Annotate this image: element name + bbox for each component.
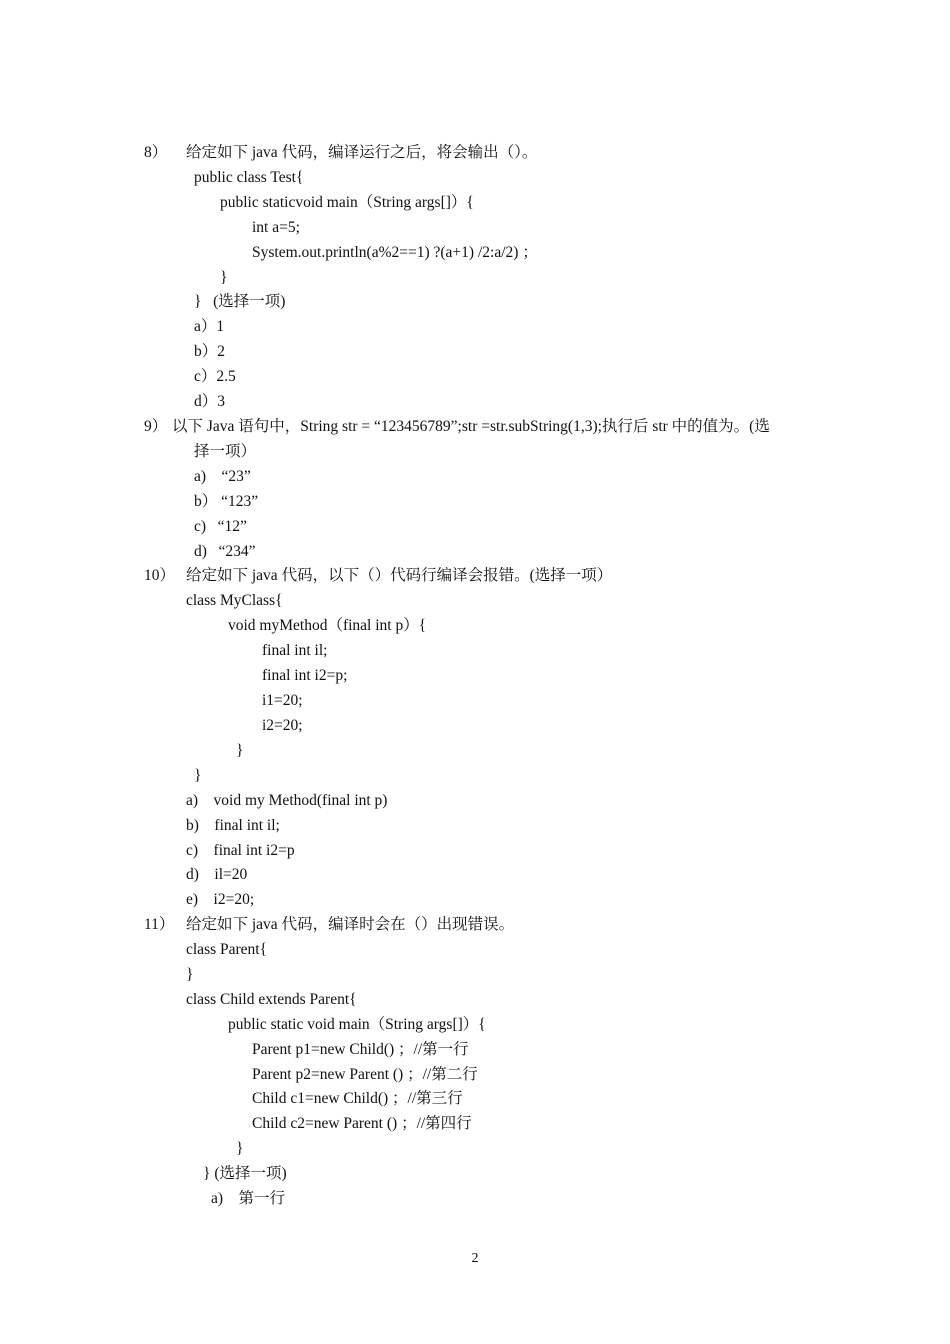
option-a: a) 第一行 [211, 1190, 286, 1207]
option-d: d) il=20 [186, 866, 248, 883]
code-line: } [194, 767, 202, 784]
code-line: class MyClass{ [186, 592, 283, 609]
option-b: b) final int il; [186, 817, 280, 834]
option-d: d) “234” [194, 543, 256, 560]
code-line: int a=5; [252, 219, 300, 236]
code-line: class Child extends Parent{ [186, 991, 357, 1008]
code-line: final int i2=p; [262, 667, 348, 684]
code-line: System.out.println(a%2==1) ?(a+1) /2:a/2) ； [252, 244, 538, 261]
option-a: a) “23” [194, 468, 251, 485]
question-11-text: 给定如下 java 代码，编译时会在（）出现错误。 [186, 916, 515, 933]
code-line: } [236, 742, 244, 759]
option-e: e) i2=20; [186, 891, 255, 908]
question-10-number: 10） [144, 567, 176, 584]
code-line: void myMethod（final int p）{ [228, 617, 427, 634]
question-8-text: 给定如下 java 代码，编译运行之后，将会输出（）。 [186, 144, 538, 161]
option-c: c) “12” [194, 518, 247, 535]
code-line: public static void main（String args[]）{ [228, 1016, 486, 1033]
question-9-text: 以下 Java 语句中，String str = “123456789”;str =str.subString(1,3);执行后 str 中的值为。(选 [172, 418, 770, 435]
question-8-number: 8） [144, 144, 168, 161]
question-9-number: 9） [144, 418, 168, 435]
code-line: public staticvoid main（String args[]）{ [220, 194, 474, 211]
option-c: c）2.5 [194, 368, 236, 385]
code-line: i2=20; [262, 717, 303, 734]
code-line: Parent p2=new Parent () ；//第二行 [252, 1066, 478, 1083]
code-line: } (选择一项) [194, 293, 286, 310]
question-10-text: 给定如下 java 代码，以下（）代码行编译会报错。(选择一项） [186, 567, 613, 584]
code-line: final int il; [262, 642, 328, 659]
code-line: i1=20; [262, 692, 303, 709]
code-line: Parent p1=new Child() ；//第一行 [252, 1041, 469, 1058]
code-line: } (选择一项) [203, 1165, 287, 1182]
option-c: c) final int i2=p [186, 842, 295, 859]
code-line: public class Test{ [194, 169, 304, 186]
option-a: a) void my Method(final int p) [186, 792, 388, 809]
code-line: } [220, 269, 228, 286]
code-line: class Parent{ [186, 941, 268, 958]
question-11-number: 11） [144, 916, 175, 933]
option-b: b） “123” [194, 493, 259, 510]
code-line: Child c2=new Parent () ；//第四行 [252, 1115, 472, 1132]
code-line: } [186, 966, 194, 983]
option-a: a）1 [194, 318, 225, 335]
option-b: b）2 [194, 343, 226, 360]
code-line: } [236, 1140, 244, 1157]
code-line: Child c1=new Child() ；//第三行 [252, 1090, 463, 1107]
option-d: d）3 [194, 393, 226, 410]
question-9-text-cont: 择一项） [194, 443, 257, 460]
page-number: 2 [471, 1251, 479, 1266]
